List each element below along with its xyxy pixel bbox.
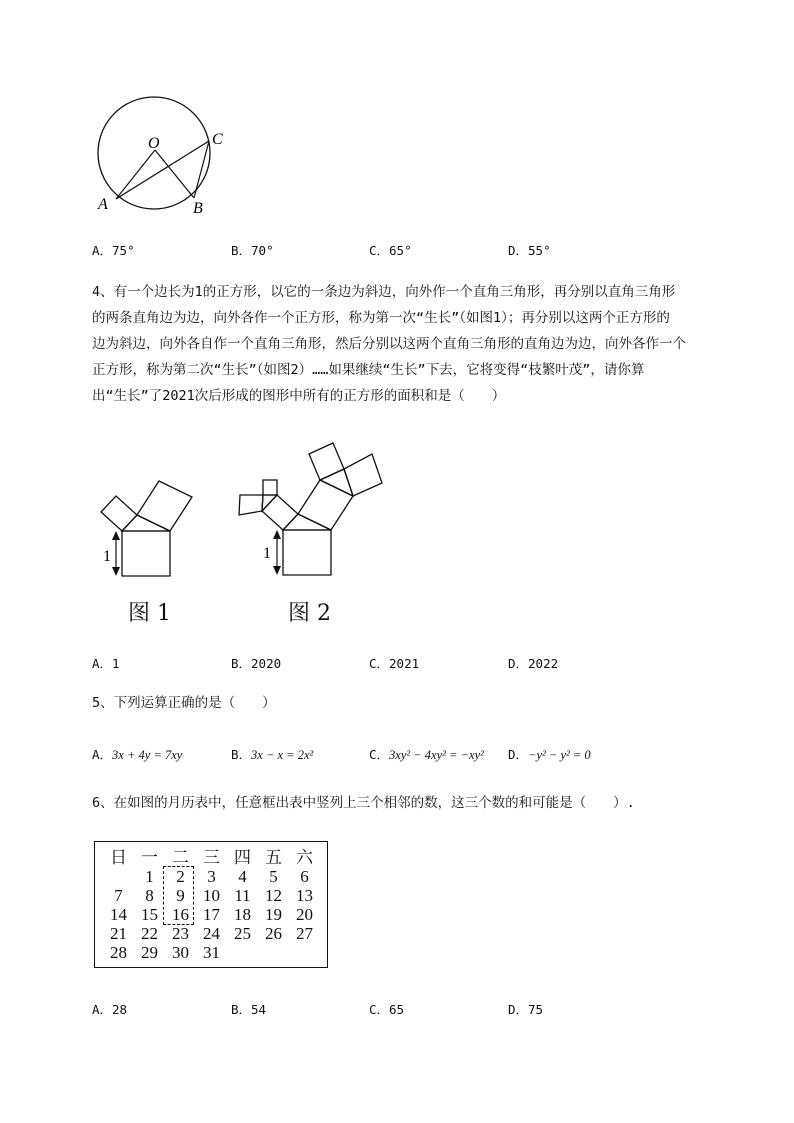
q6-option-c[interactable] (369, 1000, 404, 1018)
option-text: 3x − x = 2x² (251, 748, 314, 762)
option-letter: D． (508, 656, 529, 671)
option-text: 54 (251, 1002, 267, 1017)
calendar-cell: 20 (296, 905, 313, 924)
option-text: 2022 (528, 656, 559, 671)
calendar-cell: 11 (234, 886, 251, 905)
option-letter: B． (231, 747, 252, 762)
q6-option-b[interactable] (231, 1000, 266, 1018)
q4-option-b[interactable] (231, 654, 281, 672)
calendar-cell: 21 (110, 924, 127, 943)
right-leaf-1 (309, 443, 344, 480)
calendar-cell: 10 (203, 886, 220, 905)
option-letter: D． (508, 243, 529, 258)
calendar-row (103, 867, 320, 886)
base-square (283, 530, 331, 575)
circle-o (98, 97, 210, 209)
q4-option-d[interactable] (508, 654, 558, 672)
q4-line-2: 的两条直角边为边，向外各作一个正方形，称为第一次“生长”（如图1）；再分别以这两个正方形的 (92, 310, 670, 326)
q3-option-c[interactable] (369, 241, 412, 259)
label-b: B (193, 200, 203, 217)
calendar-header-cell: 六 (296, 848, 313, 867)
circle-figure (92, 95, 237, 220)
calendar-cell: 29 (141, 943, 158, 962)
calendar-cell: 6 (300, 867, 309, 886)
calendar-cell: 30 (172, 943, 189, 962)
option-text: 55° (528, 243, 551, 258)
arrow-head-bottom (112, 567, 120, 576)
q5-option-c[interactable] (369, 745, 484, 763)
calendar-row (103, 924, 320, 943)
calendar-cell: 9 (176, 886, 185, 905)
q4-option-a[interactable] (92, 654, 120, 672)
option-letter: A． (92, 243, 113, 258)
calendar-cell (258, 943, 289, 962)
calendar-cell: 8 (145, 886, 154, 905)
label-o: O (148, 135, 160, 152)
calendar-cell: 16 (172, 905, 189, 924)
option-text: 3xy² − 4xy² = −xy² (389, 748, 484, 762)
q6-stem: 6、在如图的月历表中，任意框出表中竖列上三个相邻的数，这三个数的和可能是（ ）. (92, 795, 635, 811)
calendar-cell: 2 (176, 867, 185, 886)
q5-option-d[interactable] (508, 745, 591, 763)
calendar-box (94, 841, 328, 968)
figure-2-caption: 图 2 (288, 601, 331, 626)
calendar-cell: 18 (234, 905, 251, 924)
calendar-header-cell: 五 (265, 848, 282, 867)
figure-1-caption: 图 1 (128, 601, 171, 626)
option-text: 65° (389, 243, 412, 258)
arrow-head-top (273, 530, 281, 539)
calendar-cell: 28 (110, 943, 127, 962)
calendar-cell: 31 (203, 943, 220, 962)
q5-stem: 5、下列运算正确的是（ ） (92, 695, 276, 711)
option-text: 28 (112, 1002, 128, 1017)
q4-option-c[interactable] (369, 654, 419, 672)
calendar-cell: 24 (203, 924, 220, 943)
calendar-cell: 12 (265, 886, 282, 905)
q4-line-5: 出“生长”了2021次后形成的图形中所有的正方形的面积和是（ ） (92, 388, 506, 404)
calendar-header-cell: 四 (234, 848, 251, 867)
right-leaf-2 (344, 454, 382, 496)
q6-option-a[interactable] (92, 1000, 127, 1018)
tree-figure-2 (232, 438, 397, 583)
option-letter: B． (231, 656, 252, 671)
option-letter: C． (369, 243, 390, 258)
option-text: 2021 (389, 656, 420, 671)
option-letter: C． (369, 656, 390, 671)
calendar-cell: 26 (265, 924, 282, 943)
calendar-cell: 7 (114, 886, 123, 905)
left-triangle (262, 495, 277, 511)
left-leaf-2 (263, 480, 277, 495)
q4-line-3: 边为斜边，向外各自作一个直角三角形，然后分别以这两个直角三角形的直角边为边，向外各作一个 (92, 336, 686, 352)
q4-line-1: 4、有一个边长为1的正方形，以它的一条边为斜边，向外作一个直角三角形，再分别以直角三角形 (92, 284, 676, 300)
calendar-cell: 23 (172, 924, 189, 943)
calendar-cell: 19 (265, 905, 282, 924)
option-letter: A． (92, 656, 113, 671)
q5-option-a[interactable] (92, 745, 182, 763)
calendar-cell: 22 (141, 924, 158, 943)
option-text: 75 (528, 1002, 544, 1017)
segment-ob (155, 150, 194, 198)
calendar-cell (103, 867, 134, 886)
option-text: 70° (251, 243, 274, 258)
option-text: 3x + 4y = 7xy (112, 748, 183, 762)
option-letter: B． (231, 243, 252, 258)
calendar-cell: 13 (296, 886, 313, 905)
base-square (122, 531, 170, 576)
calendar-cell: 1 (145, 867, 154, 886)
option-text: −y² − y² = 0 (528, 748, 591, 762)
label-a: A (98, 196, 108, 213)
calendar-row (103, 905, 320, 924)
segment-oa (116, 150, 155, 199)
calendar-cell (227, 943, 258, 962)
tree-figure-1 (95, 470, 210, 585)
calendar-row (103, 943, 320, 962)
calendar-table (103, 848, 320, 962)
q3-option-a[interactable] (92, 241, 135, 259)
arrow-head-bottom (273, 566, 281, 575)
calendar-header-cell: 三 (203, 848, 220, 867)
arrow-head-top (112, 531, 120, 540)
left-square (262, 495, 298, 530)
option-letter: A． (92, 1002, 113, 1017)
q3-option-d[interactable] (508, 241, 551, 259)
right-square (298, 480, 353, 530)
calendar-cell: 3 (207, 867, 216, 886)
label-c: C (212, 131, 223, 148)
side-label: 1 (263, 545, 271, 562)
q6-option-d[interactable] (508, 1000, 543, 1018)
option-letter: D． (508, 747, 529, 762)
calendar-cell: 14 (110, 905, 127, 924)
option-text: 2020 (251, 656, 282, 671)
option-letter: C． (369, 747, 390, 762)
calendar-cell: 17 (203, 905, 220, 924)
calendar-header-cell: 二 (172, 848, 189, 867)
dashed-selection-box (163, 866, 194, 925)
calendar-cell: 25 (234, 924, 251, 943)
left-square (101, 496, 137, 531)
option-letter: A． (92, 747, 113, 762)
option-letter: C． (369, 1002, 390, 1017)
calendar-cell: 5 (269, 867, 278, 886)
calendar-cell: 4 (238, 867, 247, 886)
calendar-cell: 27 (296, 924, 313, 943)
option-text: 75° (112, 243, 135, 258)
option-text: 65 (389, 1002, 405, 1017)
calendar-header-cell: 一 (141, 848, 158, 867)
side-label: 1 (103, 548, 111, 565)
option-text: 1 (112, 656, 120, 671)
calendar-header-row (103, 848, 320, 867)
q4-line-4: 正方形，称为第二次“生长”（如图2）……如果继续“生长”下去，它将变得“枝繁叶茂”，请你算 (92, 362, 645, 378)
calendar-row (103, 886, 320, 905)
q5-option-b[interactable] (231, 745, 313, 763)
calendar-cell (289, 943, 320, 962)
right-square (137, 481, 192, 531)
option-letter: B． (231, 1002, 252, 1017)
left-leaf-1 (239, 495, 263, 515)
q3-option-b[interactable] (231, 241, 274, 259)
q4-stem (92, 279, 686, 409)
calendar-header-cell: 日 (110, 848, 127, 867)
option-letter: D． (508, 1002, 529, 1017)
calendar-cell: 15 (141, 905, 158, 924)
